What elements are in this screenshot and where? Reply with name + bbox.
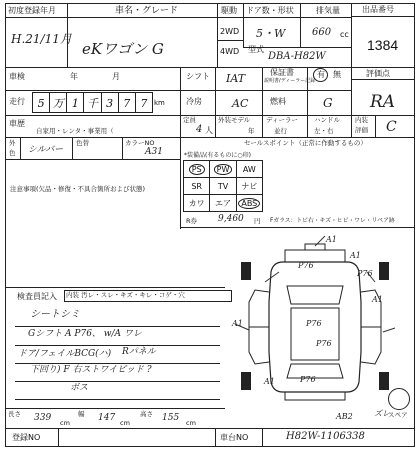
ac-value: AC [232,97,249,110]
color-value: シルバー [28,145,64,155]
color-code-label: 色替 [76,139,89,147]
odometer-digit: 7 [135,92,153,113]
fuel-label: 燃料 [270,97,286,106]
equipment-item: PW [209,160,236,178]
odometer [32,92,152,113]
doors-value: 5・W [256,27,286,40]
warranty-no: 無 [333,70,341,79]
inspection-month: 月 [112,72,120,81]
handle-label: ハンドル [314,116,340,124]
r-ticket-label: R券 [186,217,198,225]
equipment-item: エア [209,194,236,212]
odometer-digit: 千 [83,92,101,113]
history-label: 車歴 [9,119,25,128]
interior-label-1: 内装 [355,116,368,124]
inspection-label: 車検 [9,72,25,81]
first-reg-value: H.21/11月 [11,32,72,46]
odometer-digit: 1 [66,92,84,113]
length-label: 長さ [8,410,21,418]
model-label: 型式 [248,45,264,54]
damage-mark: A1 [326,235,337,244]
color-label-1: 外 [9,139,16,147]
odometer-digit: 3 [101,92,119,113]
displacement-unit: cc [340,30,349,39]
height-label: 高さ [140,410,153,418]
equipment-label: *装備品(有るものに○印) [184,152,251,159]
score-label: 評価点 [366,69,390,78]
odometer-digit: 5 [32,92,50,113]
width-unit: cm [120,419,130,427]
shift-value: IAT [226,72,246,85]
damage-mark: A1 [232,319,243,328]
equipment-item: ABS [236,194,263,212]
equipment-item: SR [183,177,210,195]
width-value: 147 [98,413,116,423]
warranty-circle [313,68,328,82]
damage-mark: A1 [372,295,383,304]
mileage-label: 走行 [9,97,25,106]
shift-label: シフト [186,72,210,81]
interior-legend-text: 内装 汚レ・スレ・キズ・キレ・コゲ・穴 [66,291,185,299]
spare-tire-icon [388,388,410,410]
reg-no-label: 登録NO [12,433,41,442]
color-no-label: カラーNO [125,139,155,147]
ext-model-label: 外装モデル [218,116,251,124]
capacity-label: 定員 [183,116,196,124]
equipment-grid [183,160,262,211]
first-reg-label: 初度登録年月 [8,6,56,15]
dealer-label: ディーラー [266,116,298,124]
inspector-hw-rpanel: Rパネル [122,347,156,357]
equipment-item: カワ [183,194,210,212]
damage-mark: P76 [298,261,314,270]
height-value: 155 [162,413,180,423]
inspector-line-5: ボス [70,383,89,393]
score-value: RA [370,92,396,112]
ext-model-value: 年 [248,127,255,135]
odometer-digit: 万 [49,92,67,113]
capacity-unit: 人 [205,126,213,135]
length-value: 339 [34,413,52,423]
interior-value: C [386,119,397,135]
chassis-value: H82W-1106338 [286,431,365,442]
spare-label: スペア [388,411,408,419]
warranty-sub: 説明書/ディーラー記録 [264,78,316,84]
equipment-item: AW [236,160,263,178]
chassis-label: 車台NO [220,433,249,442]
lot-label: 出品番号 [362,5,394,14]
model-value: DBA-H82W [268,51,326,62]
r-ticket-unit: 円 [254,217,261,225]
inspector-line-2: Gシフト A P76、 w/A ワレ [28,329,142,339]
displacement-value: 660 [312,27,332,38]
damage-mark: A1 [264,377,275,386]
displacement-label: 排気量 [316,6,340,15]
damage-mark: ズレ [374,409,390,418]
color-label-2: 色 [9,149,16,157]
inspector-line-4: 下回り) F 右ストワイピッド ? [30,365,152,375]
inspection-year: 年 [70,72,78,81]
damage-mark: P76 [357,269,373,278]
lot-number: 1384 [367,37,399,53]
interior-label-2: 評価 [355,126,368,134]
inspector-line-3: ドア/フェイルBCG(ハ) [18,349,112,359]
length-unit: cm [60,419,70,427]
width-label: 幅 [78,410,85,418]
color-no-value: A31 [145,147,163,157]
drive-4wd: 4WD [220,47,240,56]
damage-mark: P76 [306,319,322,328]
notes-label: 注意事項(欠品・修復・不具合箇所および状態) [10,185,146,193]
odometer-digit: 7 [118,92,136,113]
ac-label: 冷房 [186,97,202,106]
damage-mark: AB2 [336,412,353,421]
equipment-item: ナビ [236,177,263,195]
drive-label: 駆動 [221,6,237,15]
doors-label: ドア数・形状 [246,6,294,15]
inspector-label: 検査員記入 [17,292,57,301]
selling-points-label: セールスポイント（正常に作動するもの） [244,139,367,147]
handle-value: 左・右 [314,127,334,135]
damage-mark: A1 [350,251,361,260]
inspector-line-1: シートシミ [30,309,80,320]
damage-mark: P76 [316,339,332,348]
warranty-label: 保証書 [270,68,294,77]
equipment-item: TV [209,177,236,195]
height-unit: cm [186,419,196,427]
equipment-item: PS [183,160,210,178]
fuel-value: G [323,96,333,110]
history-options: 自家用・レンタ・事業用（ [36,127,114,135]
damage-mark: P76 [300,375,316,384]
mileage-unit: km [154,99,165,107]
name-grade-value: eKワゴン G [82,40,164,58]
r-ticket-value: 9,460 [218,214,244,224]
glass-label: Fガラス：トビ右・キズ・ヒビ・ワレ・リペア跡 [270,218,395,224]
name-grade-label: 車名・グレード [115,6,179,16]
drive-2wd: 2WD [220,27,240,36]
capacity-value: 4 [196,124,203,135]
dealer-value: 並行 [274,127,287,135]
warranty-yes: 有 [317,70,325,79]
